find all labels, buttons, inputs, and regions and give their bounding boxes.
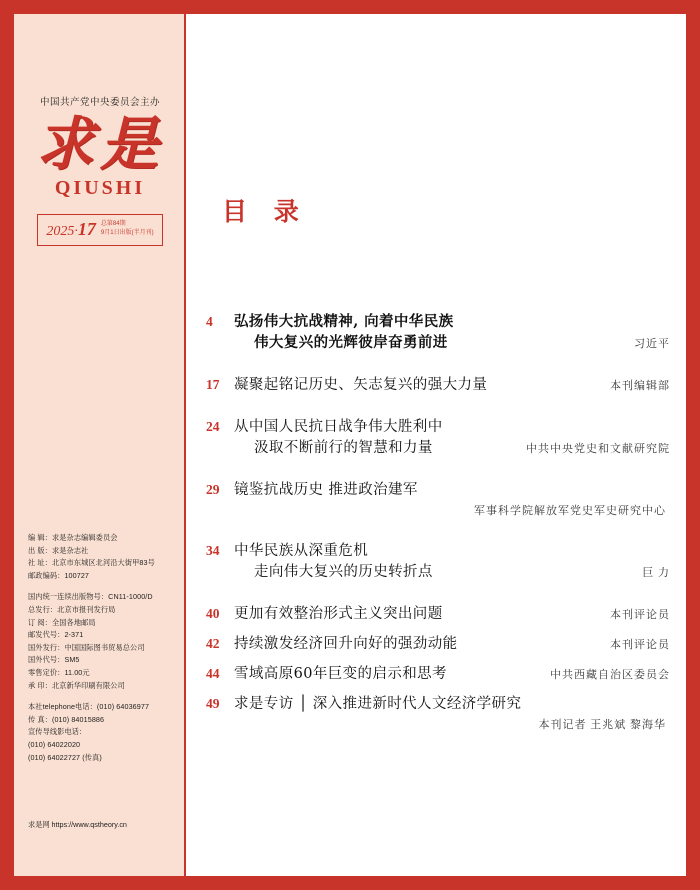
spacer bbox=[204, 590, 670, 602]
issue-box bbox=[37, 214, 163, 246]
toc-line-primary bbox=[204, 373, 670, 394]
toc-author: 中共西藏自治区委员会 bbox=[550, 669, 670, 681]
spacer bbox=[204, 466, 670, 478]
page-inner bbox=[14, 14, 686, 876]
toc-author: 习近平 bbox=[634, 338, 670, 350]
issue-note bbox=[101, 220, 154, 238]
colophon-row: 订 阅：全国各地邮局 bbox=[28, 617, 96, 627]
toc-title-line[interactable]: 汲取不断前行的智慧和力量 bbox=[254, 440, 433, 456]
toc-line-primary bbox=[204, 539, 670, 560]
colophon-group-distribution bbox=[28, 591, 178, 692]
colophon-group-publisher bbox=[28, 532, 178, 582]
toc-page-number: 42 bbox=[206, 636, 220, 651]
toc-title-line[interactable]: 中华民族从深重危机 bbox=[234, 543, 369, 559]
colophon-row: 国外发行：中国国际图书贸易总公司 bbox=[28, 642, 145, 652]
masthead-pinyin: QIUSHI bbox=[54, 176, 146, 199]
issue-label bbox=[46, 219, 96, 240]
toc-page-number: 40 bbox=[206, 606, 220, 621]
toc-line-primary bbox=[204, 602, 670, 623]
masthead-panel bbox=[14, 14, 186, 876]
colophon-row: 零售定价：11.00元 bbox=[28, 667, 90, 677]
toc-page-number: 29 bbox=[206, 482, 220, 497]
toc-title-line[interactable]: 镜鉴抗战历史 推进政治建军 bbox=[234, 482, 418, 498]
toc-line-primary bbox=[204, 632, 670, 653]
toc-title-line[interactable]: 求是专访 │ 深入推进新时代人文经济学研究 bbox=[234, 696, 522, 712]
list-item[interactable] bbox=[204, 632, 670, 653]
toc-author: 本刊编辑部 bbox=[610, 380, 670, 392]
colophon-row: 总发行：北京市报刊发行局 bbox=[28, 604, 116, 614]
toc-title-line[interactable]: 走向伟大复兴的历史转折点 bbox=[254, 564, 433, 580]
toc-author: 军事科学院解放军党史军史研究中心 bbox=[474, 505, 666, 517]
website-line[interactable]: 求是网 https://www.qstheory.cn bbox=[28, 820, 127, 829]
colophon-row: 出 版：求是杂志社 bbox=[28, 545, 89, 555]
issue-separator: · bbox=[74, 223, 78, 239]
colophon-row: 承 印：北京新华印刷有限公司 bbox=[28, 680, 125, 690]
toc-line-secondary bbox=[204, 331, 670, 352]
toc-author: 中共中央党史和文献研究院 bbox=[526, 443, 670, 455]
colophon-row: 邮政编码：100727 bbox=[28, 570, 90, 580]
colophon-row: 国外代号：SM5 bbox=[28, 655, 80, 665]
toc-line-primary bbox=[204, 415, 670, 436]
list-item[interactable] bbox=[204, 662, 670, 683]
colophon bbox=[28, 532, 178, 773]
masthead-logo: 求是 bbox=[35, 110, 164, 178]
toc-page-number: 17 bbox=[206, 377, 220, 392]
toc-line-secondary bbox=[204, 436, 670, 457]
toc-title-line[interactable]: 从中国人民抗日战争伟大胜利中 bbox=[234, 419, 443, 435]
colophon-group-contact bbox=[28, 701, 178, 764]
toc-title-line[interactable]: 弘扬伟大抗战精神, 向着中华民族 bbox=[234, 313, 454, 330]
colophon-row: 编 辑：求是杂志编辑委员会 bbox=[28, 533, 118, 542]
toc-line-primary bbox=[204, 662, 670, 683]
toc-author: 巨 力 bbox=[642, 567, 670, 579]
list-item[interactable] bbox=[204, 539, 670, 581]
toc-author: 本刊评论员 bbox=[610, 609, 670, 621]
toc-author: 本刊评论员 bbox=[610, 639, 670, 651]
issue-year: 2025 bbox=[46, 223, 75, 239]
list-item[interactable] bbox=[204, 373, 670, 394]
issue-note-line1: 总第84期 bbox=[100, 221, 126, 228]
list-item[interactable] bbox=[204, 310, 670, 352]
colophon-row: 宣传导线影电话： bbox=[28, 727, 87, 737]
colophon-row: 本社telephone电话：(010) 64036977 bbox=[28, 702, 150, 712]
toc-page-number: 34 bbox=[206, 543, 220, 558]
toc-line-secondary bbox=[204, 560, 670, 581]
issue-number: 17 bbox=[77, 218, 96, 239]
toc-title-line[interactable]: 更加有效整治形式主义突出问题 bbox=[234, 606, 443, 622]
toc-page-number: 49 bbox=[206, 696, 220, 711]
colophon-row: 社 址：北京市东城区北河沿大街甲83号 bbox=[28, 558, 155, 568]
toc-list bbox=[204, 310, 670, 741]
toc-page-number: 44 bbox=[206, 666, 220, 681]
contents-panel bbox=[186, 14, 684, 876]
toc-page-number: 4 bbox=[206, 314, 213, 329]
toc-line-primary bbox=[204, 310, 670, 331]
spacer bbox=[204, 361, 670, 373]
masthead bbox=[14, 94, 186, 246]
toc-title-line[interactable]: 雪域高原60年巨变的启示和思考 bbox=[234, 666, 447, 682]
list-item[interactable] bbox=[204, 692, 670, 732]
masthead-sponsor: 中国共产党中央委员会主办 bbox=[39, 98, 160, 108]
list-item[interactable] bbox=[204, 415, 670, 457]
colophon-row: (010) 64022020 bbox=[28, 739, 81, 749]
colophon-row: 邮发代号：2-371 bbox=[28, 630, 84, 640]
toc-author: 本刊记者 王兆斌 黎海华 bbox=[538, 719, 666, 731]
toc-title-line[interactable]: 凝聚起铭记历史、矢志复兴的强大力量 bbox=[234, 377, 488, 393]
list-item[interactable] bbox=[204, 602, 670, 623]
colophon-row: 传 真：(010) 84015886 bbox=[28, 714, 105, 724]
toc-line-primary bbox=[204, 478, 670, 499]
colophon-row: (010) 64022727 (传真) bbox=[28, 752, 102, 762]
page-title: 目 录 bbox=[222, 197, 308, 226]
list-item[interactable] bbox=[204, 478, 670, 518]
toc-page-number: 24 bbox=[206, 419, 220, 434]
spacer bbox=[204, 527, 670, 539]
toc-line-primary bbox=[204, 692, 670, 713]
issue-note-line2: 9月1日出版(半月刊) bbox=[100, 230, 154, 237]
colophon-row: 国内统一连续出版物号：CN11-1000/D bbox=[28, 592, 153, 602]
spacer bbox=[204, 403, 670, 415]
toc-title-line[interactable]: 伟大复兴的光辉彼岸奋勇前进 bbox=[254, 334, 448, 351]
toc-title-line[interactable]: 持续激发经济回升向好的强劲动能 bbox=[234, 636, 458, 652]
